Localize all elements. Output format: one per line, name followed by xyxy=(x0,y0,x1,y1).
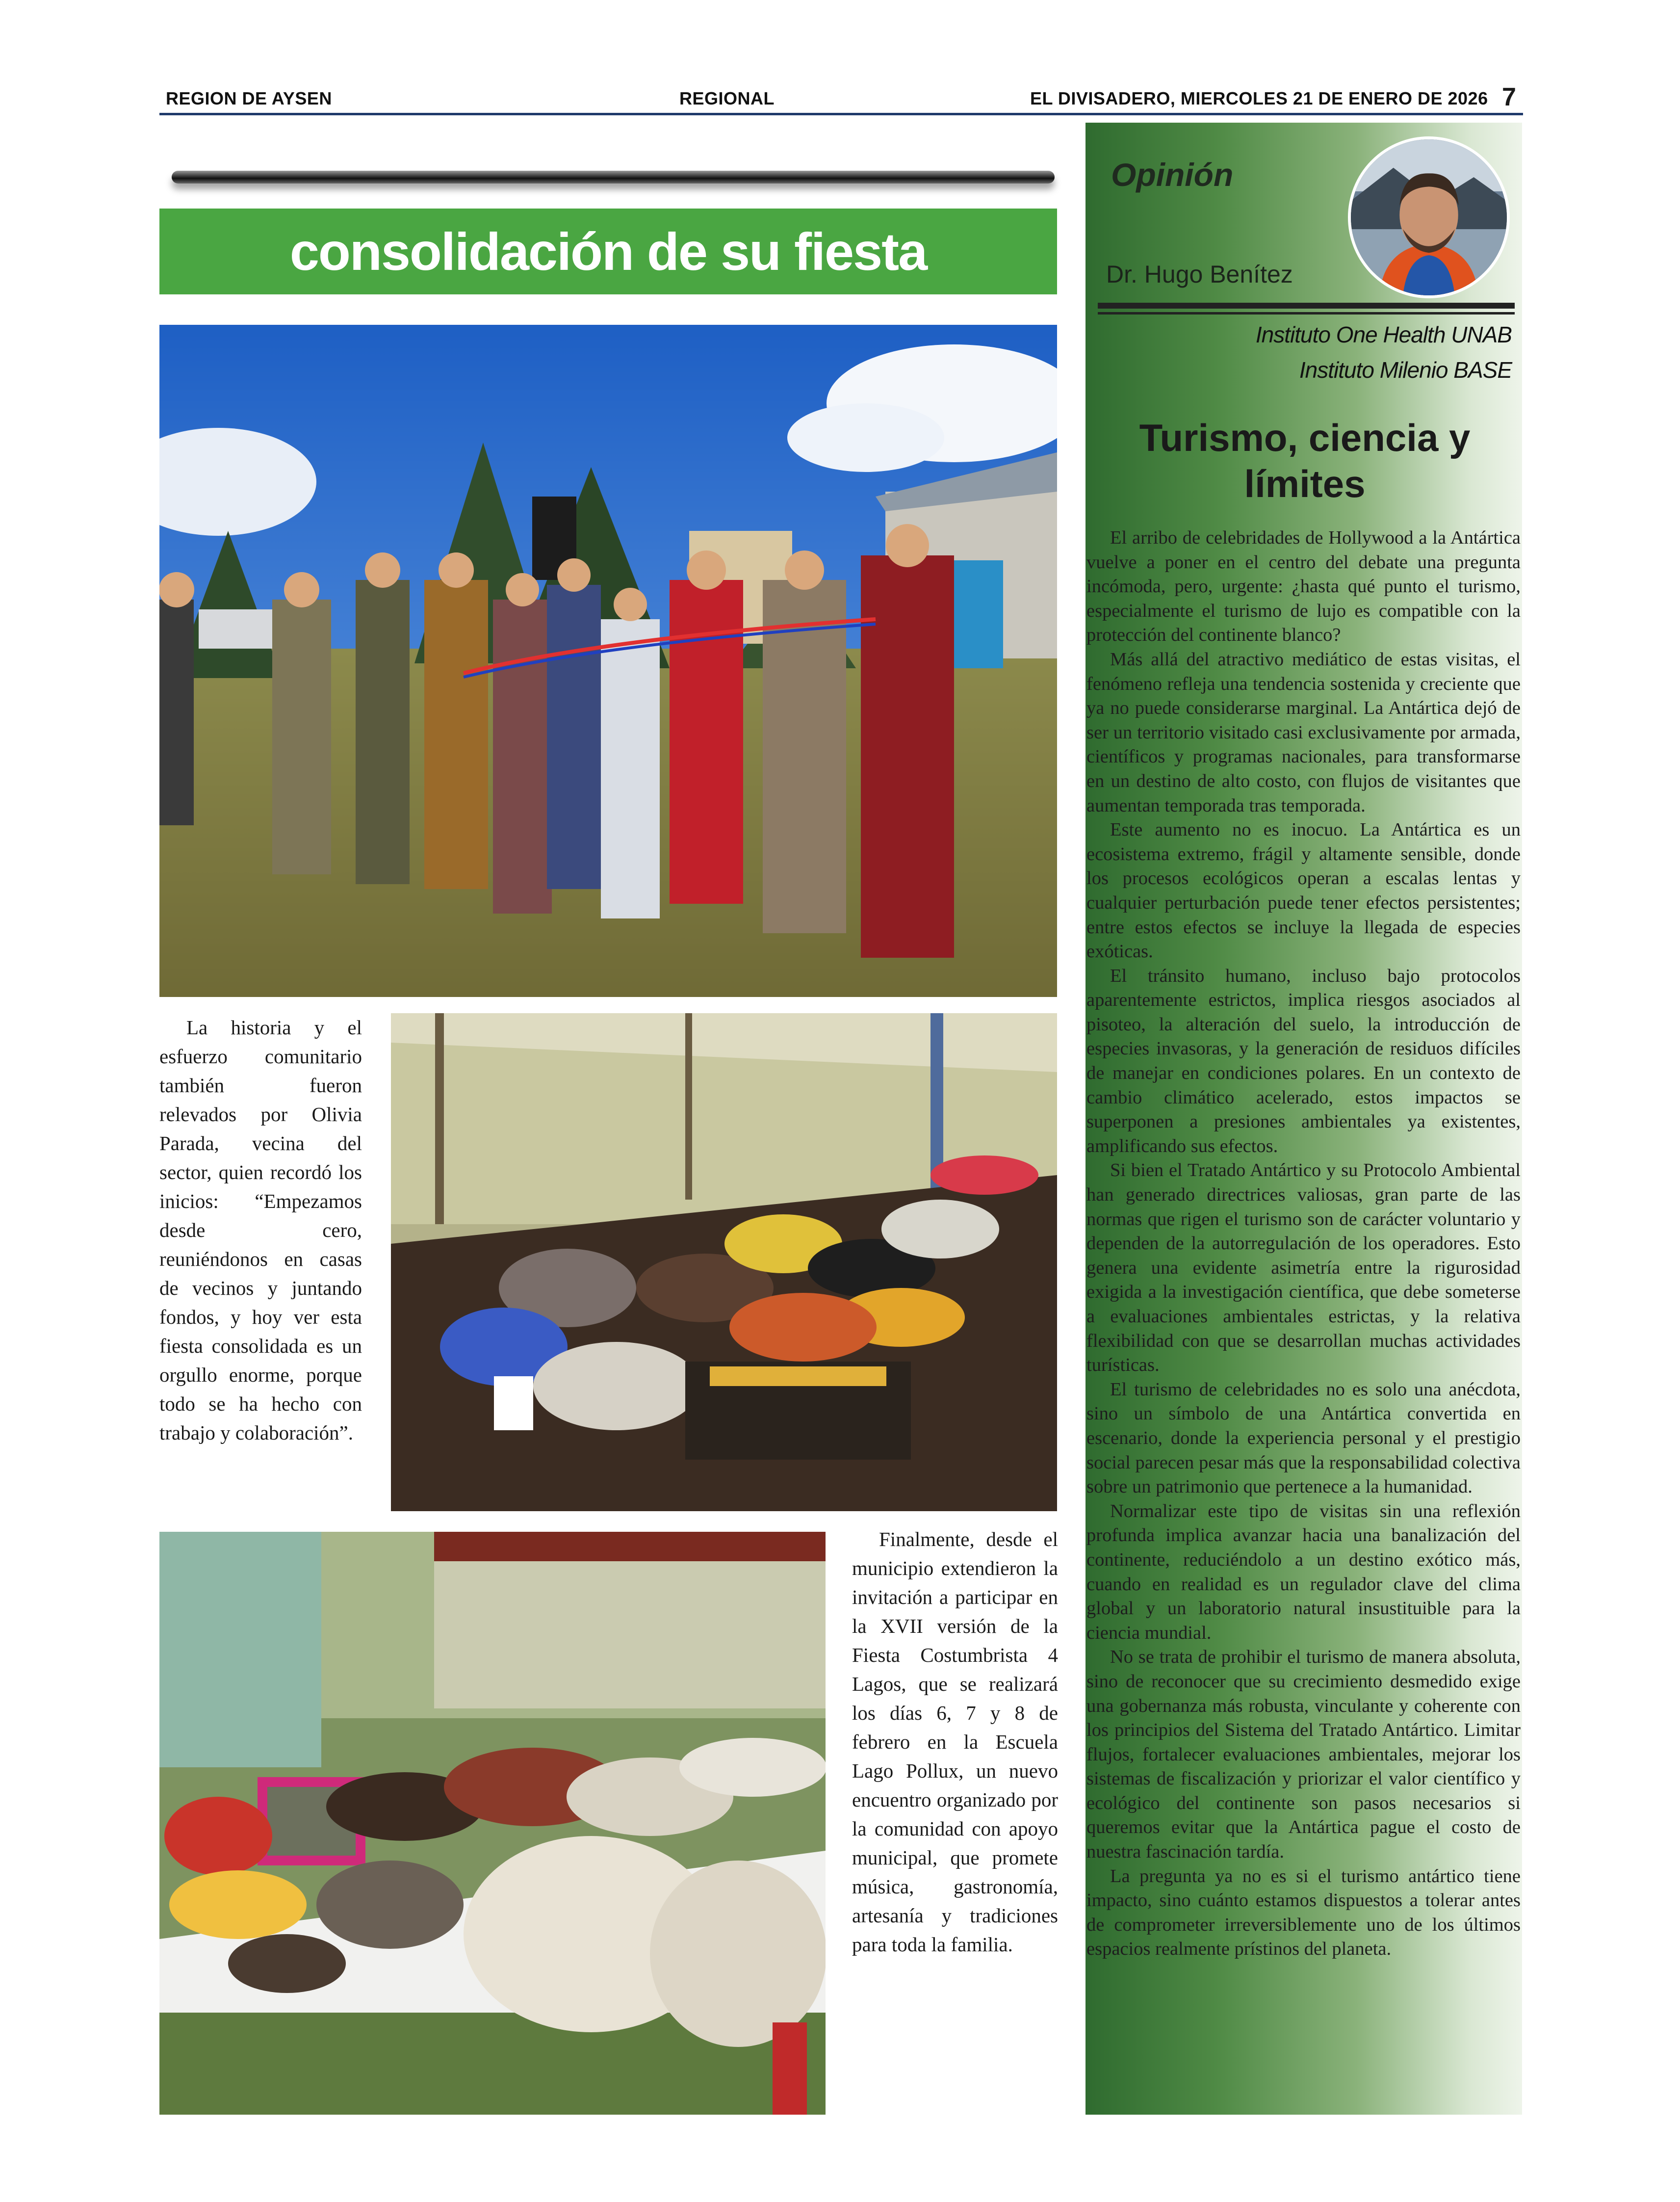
opinion-label: Opinión xyxy=(1111,157,1234,193)
opinion-body xyxy=(1086,526,1521,1962)
opinion-paragraph: Si bien el Tratado Antártico y su Protocolo Ambiental han generado directrices valiosas, gran parte de las normas que rigen el turismo son de carácter voluntario y dependen de la autorregulación de los operadores. Esto genera una evidente asimetría entre la rigurosidad exigida a la investigación científica, que debe someterse a evaluaciones ambientales estrictas, y la relativa flexibilidad con que se desarrollan muchas actividades turísticas. xyxy=(1086,1160,1521,1376)
opinion-paragraph: El turismo de celebridades no es solo una anécdota, sino un símbolo de una Antártica convertida en escenario, donde la experiencia personal y el prestigio social parecen pesar más que la responsabilidad colectiva sobre un patrimonio que pertenece a la humanidad. xyxy=(1086,1379,1521,1497)
author-rule-thin xyxy=(1098,312,1515,315)
paragraph-text: Finalmente, desde el municipio extendieron la invitación a participar en la XVII versión de la Fiesta Costumbrista 4 Lagos, que se realizará los días 6, 7 y 8 de febrero en la Escuela Lago Pollux, un nuevo encuentro organizado por la comunidad con apoyo municipal, que promete música, gastronomía, artesanía y tradiciones para toda la familia. xyxy=(852,1528,1058,1956)
article-paragraph xyxy=(159,1013,362,1447)
author-avatar xyxy=(1348,136,1510,298)
author-institution: Instituto Milenio BASE xyxy=(1299,357,1512,383)
opinion-paragraph: Más allá del atractivo mediático de estas visitas, el fenómeno refleja una tendencia sostenida y creciente que ya no puede considerarse marginal. La Antártica dejó de ser un territorio visitado casi exclusivamente por armada, científicos y programas nacionales, para transformarse en un destino de alto costo, con flujos de visitantes que aumentan temporada tras temporada. xyxy=(1086,649,1521,816)
opinion-paragraph: La pregunta ya no es si el turismo antártico tiene impacto, sino cuánto estamos dispuestos a tolerar antes de comprometer irreversiblemente uno de los últimos espacios realmente prístinos del planeta. xyxy=(1086,1865,1521,1960)
opinion-title xyxy=(1091,415,1518,507)
opinion-title-line: Turismo, ciencia y xyxy=(1139,416,1471,459)
author-rule xyxy=(1098,303,1515,309)
author-name: Dr. Hugo Benítez xyxy=(1106,261,1293,288)
header-rule xyxy=(159,113,1523,115)
section-name: REGIONAL xyxy=(679,88,775,108)
author-institution: Instituto One Health UNAB xyxy=(1255,322,1512,347)
ceremony-photo xyxy=(159,325,1057,997)
article-paragraph xyxy=(852,1525,1058,1959)
opinion-paragraph: Normalizar este tipo de visitas sin una reflexión profunda implica avanzar hacia una banalización del continente, reduciéndolo a un destino exótico más, cuando en realidad es un regulador clave del clima global y un laboratorio natural insustituible para la ciencia mundial. xyxy=(1086,1500,1521,1643)
decorative-bar xyxy=(172,171,1055,184)
opinion-paragraph: El tránsito humano, incluso bajo protocolos aparentemente estrictos, implica riesgos asociados al pisoteo, la alteración del suelo, la introducción de especies invasoras, y la generación de residuos difíciles de manejar en condiciones polares. En un contexto de cambio climático acelerado, estos impactos se superponen a presiones ambientales ya existentes, amplificando sus efectos. xyxy=(1086,965,1521,1156)
opinion-paragraph: El arribo de celebridades de Hollywood a la Antártica vuelve a poner en el centro del debate una pregunta incómoda, pero, urgente: ¿hasta qué punto el turismo, especialmente el turismo de lujo es compatible con la protección del continente blanco? xyxy=(1086,527,1521,646)
crafts-table-photo xyxy=(391,1013,1057,1511)
article-headline: consolidación de su fiesta xyxy=(289,222,927,281)
section-region: REGION DE AYSEN xyxy=(166,88,332,108)
opinion-title-line: límites xyxy=(1244,462,1366,505)
crafts-stand-photo xyxy=(159,1532,826,2115)
page-number: 7 xyxy=(1502,83,1516,111)
edition-date: EL DIVISADERO, MIERCOLES 21 DE ENERO DE 2026 xyxy=(1030,88,1488,108)
opinion-paragraph: Este aumento no es inocuo. La Antártica es un ecosistema extremo, frágil y altamente sensible, donde los procesos ecológicos operan a escalas lentas y cualquier perturbación puede tener efectos persistentes; entre estos efectos se incluye la llegada de especies exóticas. xyxy=(1086,819,1521,962)
opinion-paragraph: No se trata de prohibir el turismo de manera absoluta, sino de reconocer que su crecimiento desmedido exige una gobernanza más robusta, vinculante y coherente con los principios del Sistema del Tratado Antártico. Limitar flujos, fortalecer evaluaciones ambientales, mejorar los sistemas de fiscalización y priorizar el valor científico y ecológico del continente son pasos necesarios si queremos evitar que la Antártica pague el costo de nuestra fascinación tardía. xyxy=(1086,1647,1521,1862)
paragraph-text: La historia y el esfuerzo comunitario también fueron relevados por Olivia Parada, vecina del sector, quien recordó los inicios: “Empezamos desde cero, reuniéndonos en casas de vecinos y juntando fondos, y hoy ver esta fiesta consolidada es un orgullo enorme, porque todo se ha hecho con trabajo y colaboración”. xyxy=(159,1016,362,1444)
